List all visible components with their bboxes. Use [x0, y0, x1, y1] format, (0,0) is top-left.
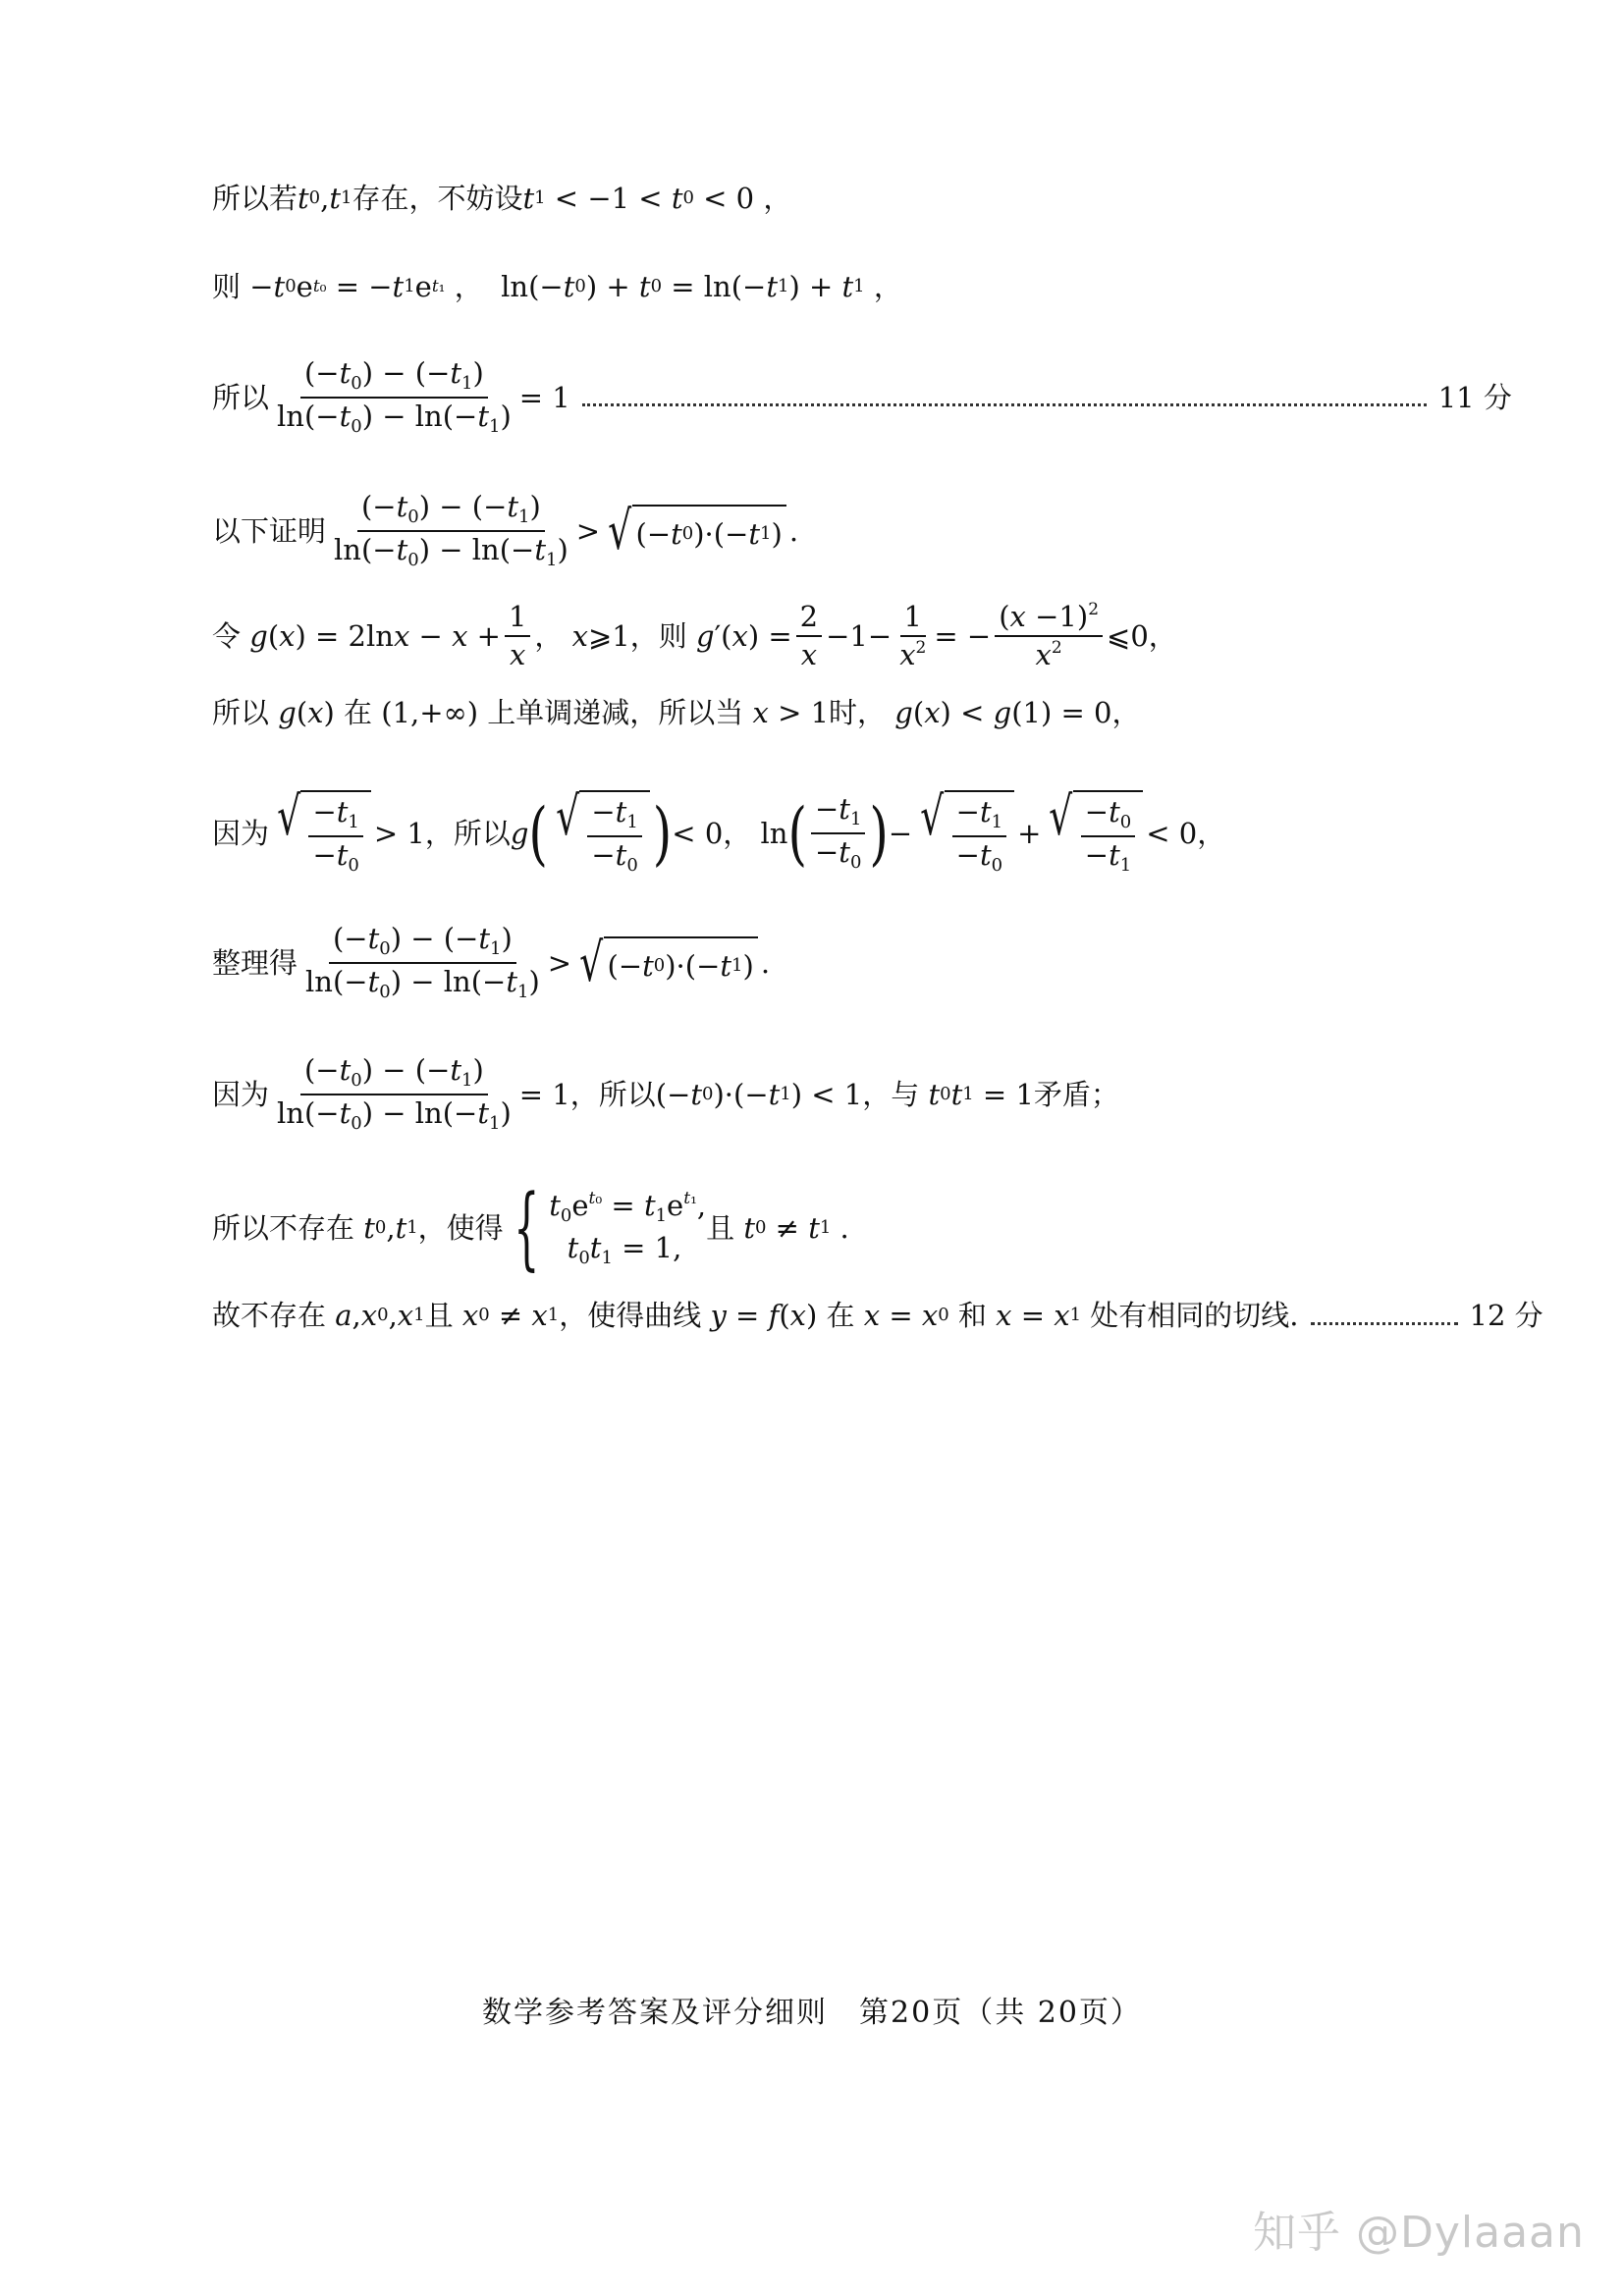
fraction: $\frac{(-t_0) - (-t_1)}{\ln(-t_0) - \ln(-t_1)}$ — [277, 356, 512, 437]
text: 时， — [829, 696, 887, 729]
text: 因为 — [212, 1077, 270, 1111]
text: 所以 — [212, 380, 270, 414]
score-label: 11 分 — [1437, 380, 1512, 414]
text: 所以不存在 — [212, 1211, 355, 1245]
page-footer: 数学参考答案及评分细则 第20页（共 20页） — [482, 1996, 1142, 2030]
text: 存在，不妨设 — [352, 182, 523, 215]
equation-system: $t_0e^{t_0} = t_1e^{t_1}$, $t_0t_1 = 1$, — [549, 1188, 707, 1268]
text: ， — [1197, 816, 1226, 850]
text: 以下证明 — [212, 513, 327, 548]
line-1: 所以若 t 0 , t 1 存在，不妨设 t 1 < −1 < t 0 < 0 ， — [212, 179, 791, 218]
text: 所以若 — [212, 182, 298, 215]
text: ， — [723, 816, 752, 850]
text: 和 — [957, 1299, 987, 1332]
line-3: 所以 $\frac{(-t_0) - (-t_1)}{\ln(-t_0) - \ln(-t_1)}$ = 1 11 分 — [212, 356, 1512, 437]
text: 因为 — [212, 816, 270, 850]
text: 且 — [424, 1299, 454, 1332]
text: ， — [1111, 696, 1141, 729]
text: ，使得曲线 — [559, 1299, 702, 1332]
text: 且 — [706, 1211, 735, 1245]
line-7: 因为 √ $\frac{-t_1}{-t_0}$ > 1 ，所以 g ( √ $\frac{-t_1}{-t_0}$ ) < 0 ， ln ( $\frac{-t_1}{-t_0}$ ) − √ $\frac{-t_1}{-t_0}$ + √ $\frac{-t_0}{-t_1}$ < 0 ， — [212, 785, 1226, 876]
text: 处有相同的切线. — [1090, 1299, 1299, 1332]
text: 故不存在 — [212, 1299, 327, 1332]
text: 矛盾； — [1033, 1077, 1119, 1111]
line-4: 以下证明 $\frac{(-t_0) - (-t_1)}{\ln(-t_0) - \ln(-t_1)}$ > √ (− t 0 )·(− t 1 ) . — [212, 490, 799, 570]
text: ，与 — [862, 1077, 920, 1111]
line-9: 因为 $\frac{(-t_0) - (-t_1)}{\ln(-t_0) - \ln(-t_1)}$ = 1 ，所以 (− t 0 )·(− t 1 ) < 1 ，与 t 0 t 1 = 1 矛盾； — [212, 1053, 1119, 1134]
line-10: 所以不存在 t 0 , t 1 ，使得 { $t_0e^{t_0} = t_1e^{t_1}$, $t_0t_1 = 1$, 且 t 0 ≠ t 1 . — [212, 1175, 849, 1280]
line-5: 令 g ( x ) = 2ln x − x + $\frac{1}{x}$ ， x ⩾1 ，则 g ′( x ) = $\frac{2}{x}$ −1− $\frac{1}{x^2}$ = − $\frac{(x -1)^2}{x^2}$ ⩽0 ， — [212, 600, 1177, 672]
line-2: 则 − t 0 e t₀ = − t 1 e t₁ ， ln(− t 0 ) + t 0 = ln(− t 1 ) + t 1 ， — [212, 267, 902, 306]
dot-leader — [582, 401, 1427, 406]
text: 令 — [212, 619, 242, 654]
line-6: 所以 g ( x ) 在 (1,+∞) 上单调递减，所以当 x > 1 时， g ( x ) < g (1) = 0 ， — [212, 693, 1140, 732]
text: 整理得 — [212, 945, 298, 980]
text: 在 — [826, 1299, 855, 1332]
text: ，所以 — [569, 1077, 656, 1111]
text: ，则 — [629, 619, 687, 654]
fraction: $\frac{(-t_0) - (-t_1)}{\ln(-t_0) - \ln(-t_1)}$ — [334, 490, 568, 570]
text: ， — [1148, 619, 1177, 654]
watermark: 知乎 @Dylaaan — [1253, 2208, 1585, 2258]
text: 则 — [212, 270, 242, 303]
score-label: 12 分 — [1469, 1299, 1543, 1332]
text: ， — [534, 619, 564, 654]
text: ，使得 — [417, 1211, 504, 1245]
sqrt: √ (− t 0 )·(− t 1 ) — [603, 505, 786, 558]
line-8: 整理得 $\frac{(-t_0) - (-t_1)}{\ln(-t_0) - \ln(-t_1)}$ > √ (− t 0 )·(− t 1 ) . — [212, 922, 771, 1002]
line-11: 故不存在 a , x 0 , x 1 且 x 0 ≠ x 1 ，使得曲线 y = f ( x ) 在 x = x 0 和 x = x 1 处有相同的切线. 12 分 — [212, 1296, 1543, 1335]
text: 上单调递减，所以当 — [487, 696, 744, 729]
text: ，所以 — [424, 816, 511, 850]
dot-leader — [1311, 1320, 1458, 1325]
text: 所以 — [212, 696, 270, 729]
text: 在 — [344, 696, 373, 729]
